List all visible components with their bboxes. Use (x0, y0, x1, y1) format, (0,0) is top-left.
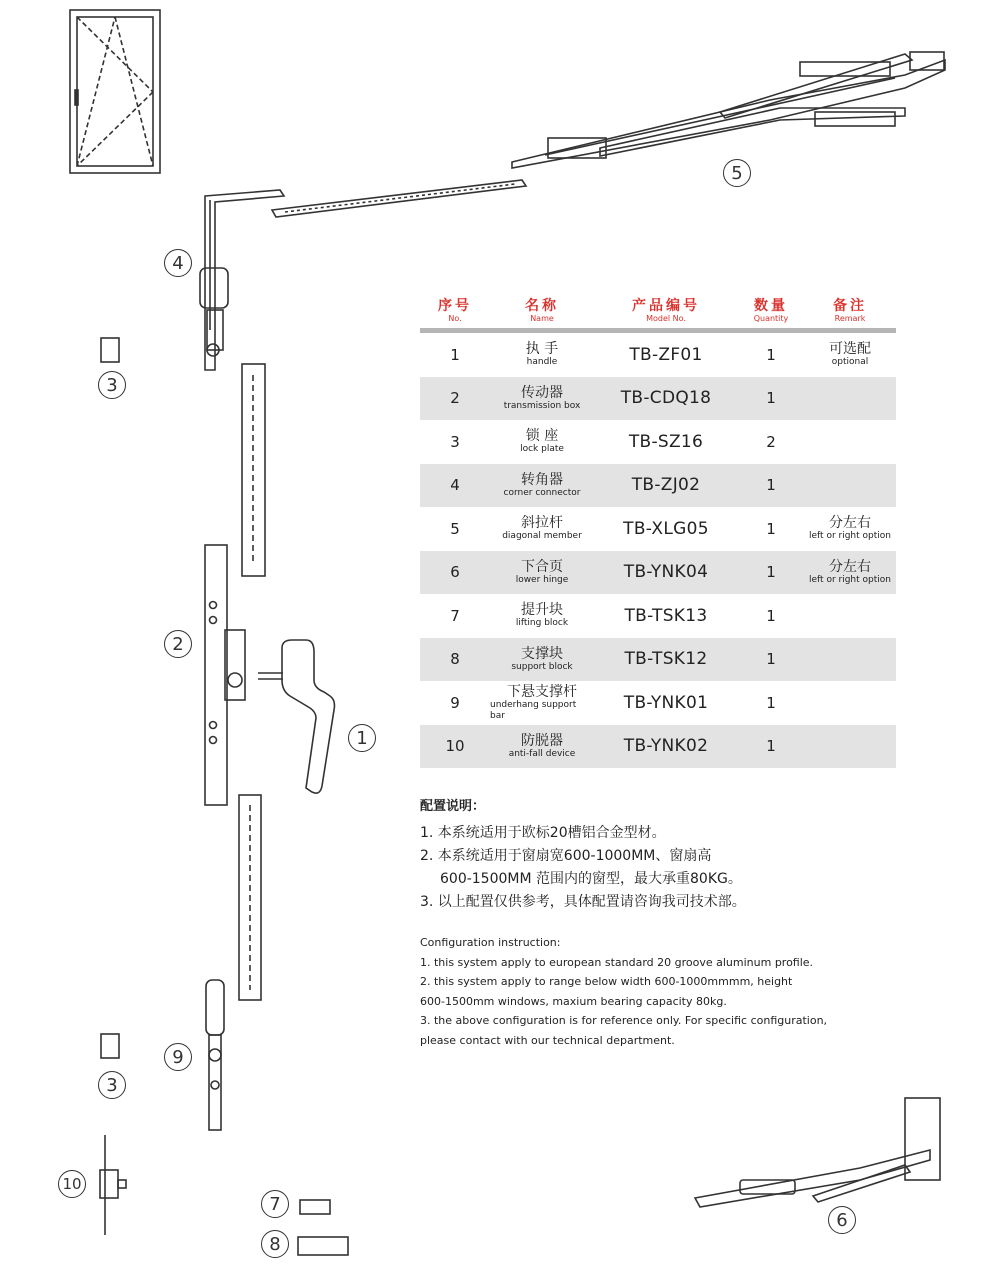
cell-quantity: 1 (766, 345, 776, 364)
name-cn: 防脱器 (521, 732, 563, 749)
notes-en-line: 600-1500mm windows, maxium bearing capacity 80kg. (420, 994, 727, 1008)
cell-no: 7 (450, 606, 460, 625)
callout-5: 5 (723, 159, 751, 187)
cell-name (490, 428, 594, 455)
remark-en: left or right option (809, 531, 891, 542)
name-cn: 斜拉杆 (521, 515, 563, 532)
cell-quantity: 1 (766, 563, 776, 582)
cell-name (490, 602, 594, 629)
callout-10: 10 (58, 1170, 86, 1198)
cell-model: TB-YNK01 (623, 692, 709, 713)
cell-no: 1 (450, 345, 460, 364)
name-en: lower hinge (515, 574, 569, 585)
name-cn: 下悬支撑杆 (507, 683, 577, 700)
name-en: diagonal member (502, 531, 582, 542)
cell-name (490, 515, 594, 542)
cell-model: TB-TSK13 (624, 605, 708, 626)
cell-model: TB-CDQ18 (620, 388, 712, 409)
transmission-box-part (205, 545, 245, 805)
cell-quantity: 1 (766, 693, 776, 712)
callout-1: 1 (348, 724, 376, 752)
cell-remark (804, 515, 896, 542)
handle-part (258, 640, 335, 793)
cell-model: TB-TSK12 (624, 649, 708, 670)
notes-cn-line: 3. 以上配置仅供参考，具体配置请咨询我司技术部。 (420, 894, 746, 910)
top-rod-part (272, 180, 526, 217)
name-cn: 下合页 (521, 558, 563, 575)
callout-7: 7 (261, 1190, 289, 1218)
table-row (420, 681, 896, 725)
name-en: anti-fall device (508, 748, 576, 759)
table-row (420, 638, 896, 682)
lock-plate-part (101, 338, 119, 362)
callout-9: 9 (164, 1043, 192, 1071)
corner-connector-part (200, 190, 284, 370)
callout-6: 6 (828, 1206, 856, 1234)
cell-quantity: 1 (766, 650, 776, 669)
table-row (420, 377, 896, 421)
name-en: handle (526, 357, 558, 368)
header-no: 序号 No. (438, 298, 472, 323)
underhang-support-bar-part (206, 980, 224, 1130)
cell-quantity: 2 (766, 432, 776, 451)
callout-3: 3 (98, 371, 126, 399)
cell-no: 6 (450, 563, 460, 582)
table-row (420, 725, 896, 769)
lower-rod-part (239, 795, 261, 1000)
cell-no: 4 (450, 476, 460, 495)
callout-8: 8 (261, 1230, 289, 1258)
cell-model: TB-YNK02 (623, 736, 709, 757)
notes-en-line: please contact with our technical department. (420, 1033, 675, 1047)
table-row (420, 594, 896, 638)
cell-name (490, 646, 594, 673)
notes-en-title: Configuration instruction: (420, 936, 561, 949)
cell-no: 3 (450, 432, 460, 451)
header-name: 名称 Name (525, 298, 559, 323)
notes-cn-line: 600-1500MM 范围内的窗型，最大承重80KG。 (440, 871, 742, 887)
cell-name (490, 341, 594, 368)
table-body (420, 333, 896, 768)
upper-rod-part (242, 364, 265, 576)
notes-cn-line: 2. 本系统适用于窗扇宽600-1000MM、窗扇高 (420, 848, 712, 864)
header-model: 产品编号 Model No. (632, 298, 700, 323)
cell-quantity: 1 (766, 737, 776, 756)
configuration-notes-cn (420, 795, 900, 914)
cell-model: TB-ZF01 (629, 344, 703, 365)
header-remark: 备注 Remark (833, 298, 867, 323)
cell-no: 10 (445, 737, 465, 756)
cell-model: TB-SZ16 (628, 431, 704, 452)
remark-cn: 可选配 (829, 341, 871, 358)
lock-plate-part (101, 1034, 119, 1058)
spec-table (420, 290, 896, 768)
cell-no: 9 (450, 693, 460, 712)
notes-cn-line: 1. 本系统适用于欧标20槽铝合金型材。 (420, 825, 666, 841)
name-en: lock plate (520, 444, 564, 455)
cell-name (490, 733, 594, 760)
remark-en: optional (831, 357, 869, 368)
name-en: underhang support bar (490, 699, 577, 721)
table-row (420, 507, 896, 551)
header-quantity: 数量 Quantity (753, 298, 789, 323)
anti-fall-device-part (100, 1135, 126, 1235)
cell-remark (804, 559, 896, 586)
notes-en-line: 1. this system apply to european standard 20 groove aluminum profile. (420, 955, 814, 969)
callout-2: 2 (164, 630, 192, 658)
notes-en-line: 2. this system apply to range below width 600-1000mmmm, height (420, 975, 793, 988)
cell-quantity: 1 (766, 606, 776, 625)
name-cn: 提升块 (521, 602, 563, 619)
callout-3: 3 (98, 1071, 126, 1099)
cell-name (490, 385, 594, 412)
name-cn: 传动器 (521, 384, 563, 401)
cell-quantity: 1 (766, 389, 776, 408)
callout-4: 4 (164, 249, 192, 277)
cell-no: 2 (450, 389, 460, 408)
cell-name (490, 559, 594, 586)
table-row (420, 551, 896, 595)
lifting-block-part (300, 1200, 330, 1214)
name-en: lifting block (515, 618, 569, 629)
remark-en: left or right option (809, 574, 891, 585)
window-icon (70, 10, 160, 173)
cell-quantity: 1 (766, 476, 776, 495)
notes-cn-title: 配置说明： (420, 799, 486, 814)
table-row (420, 464, 896, 508)
support-block-part (298, 1237, 348, 1255)
table-row (420, 333, 896, 377)
name-en: support block (511, 661, 573, 672)
remark-cn: 分左右 (829, 558, 871, 575)
name-cn: 锁 座 (525, 428, 559, 445)
cell-no: 8 (450, 650, 460, 669)
name-en: transmission box (503, 400, 581, 411)
cell-name (490, 472, 594, 499)
name-en: corner connector (503, 487, 581, 498)
table-header (420, 290, 896, 333)
cell-quantity: 1 (766, 519, 776, 538)
diagonal-member-part (512, 52, 945, 168)
cell-model: TB-XLG05 (623, 518, 709, 539)
configuration-notes-en (420, 933, 900, 1050)
name-cn: 支撑块 (521, 645, 563, 662)
cell-model: TB-ZJ02 (631, 475, 701, 496)
name-cn: 转角器 (521, 471, 563, 488)
table-row (420, 420, 896, 464)
lower-hinge-part (695, 1098, 940, 1207)
name-cn: 执 手 (525, 341, 559, 358)
cell-no: 5 (450, 519, 460, 538)
cell-remark (804, 341, 896, 368)
remark-cn: 分左右 (829, 515, 871, 532)
cell-model: TB-YNK04 (623, 562, 709, 583)
notes-en-line: 3. the above configuration is for reference only. For specific configuration, (420, 1014, 828, 1027)
cell-name (490, 684, 594, 722)
